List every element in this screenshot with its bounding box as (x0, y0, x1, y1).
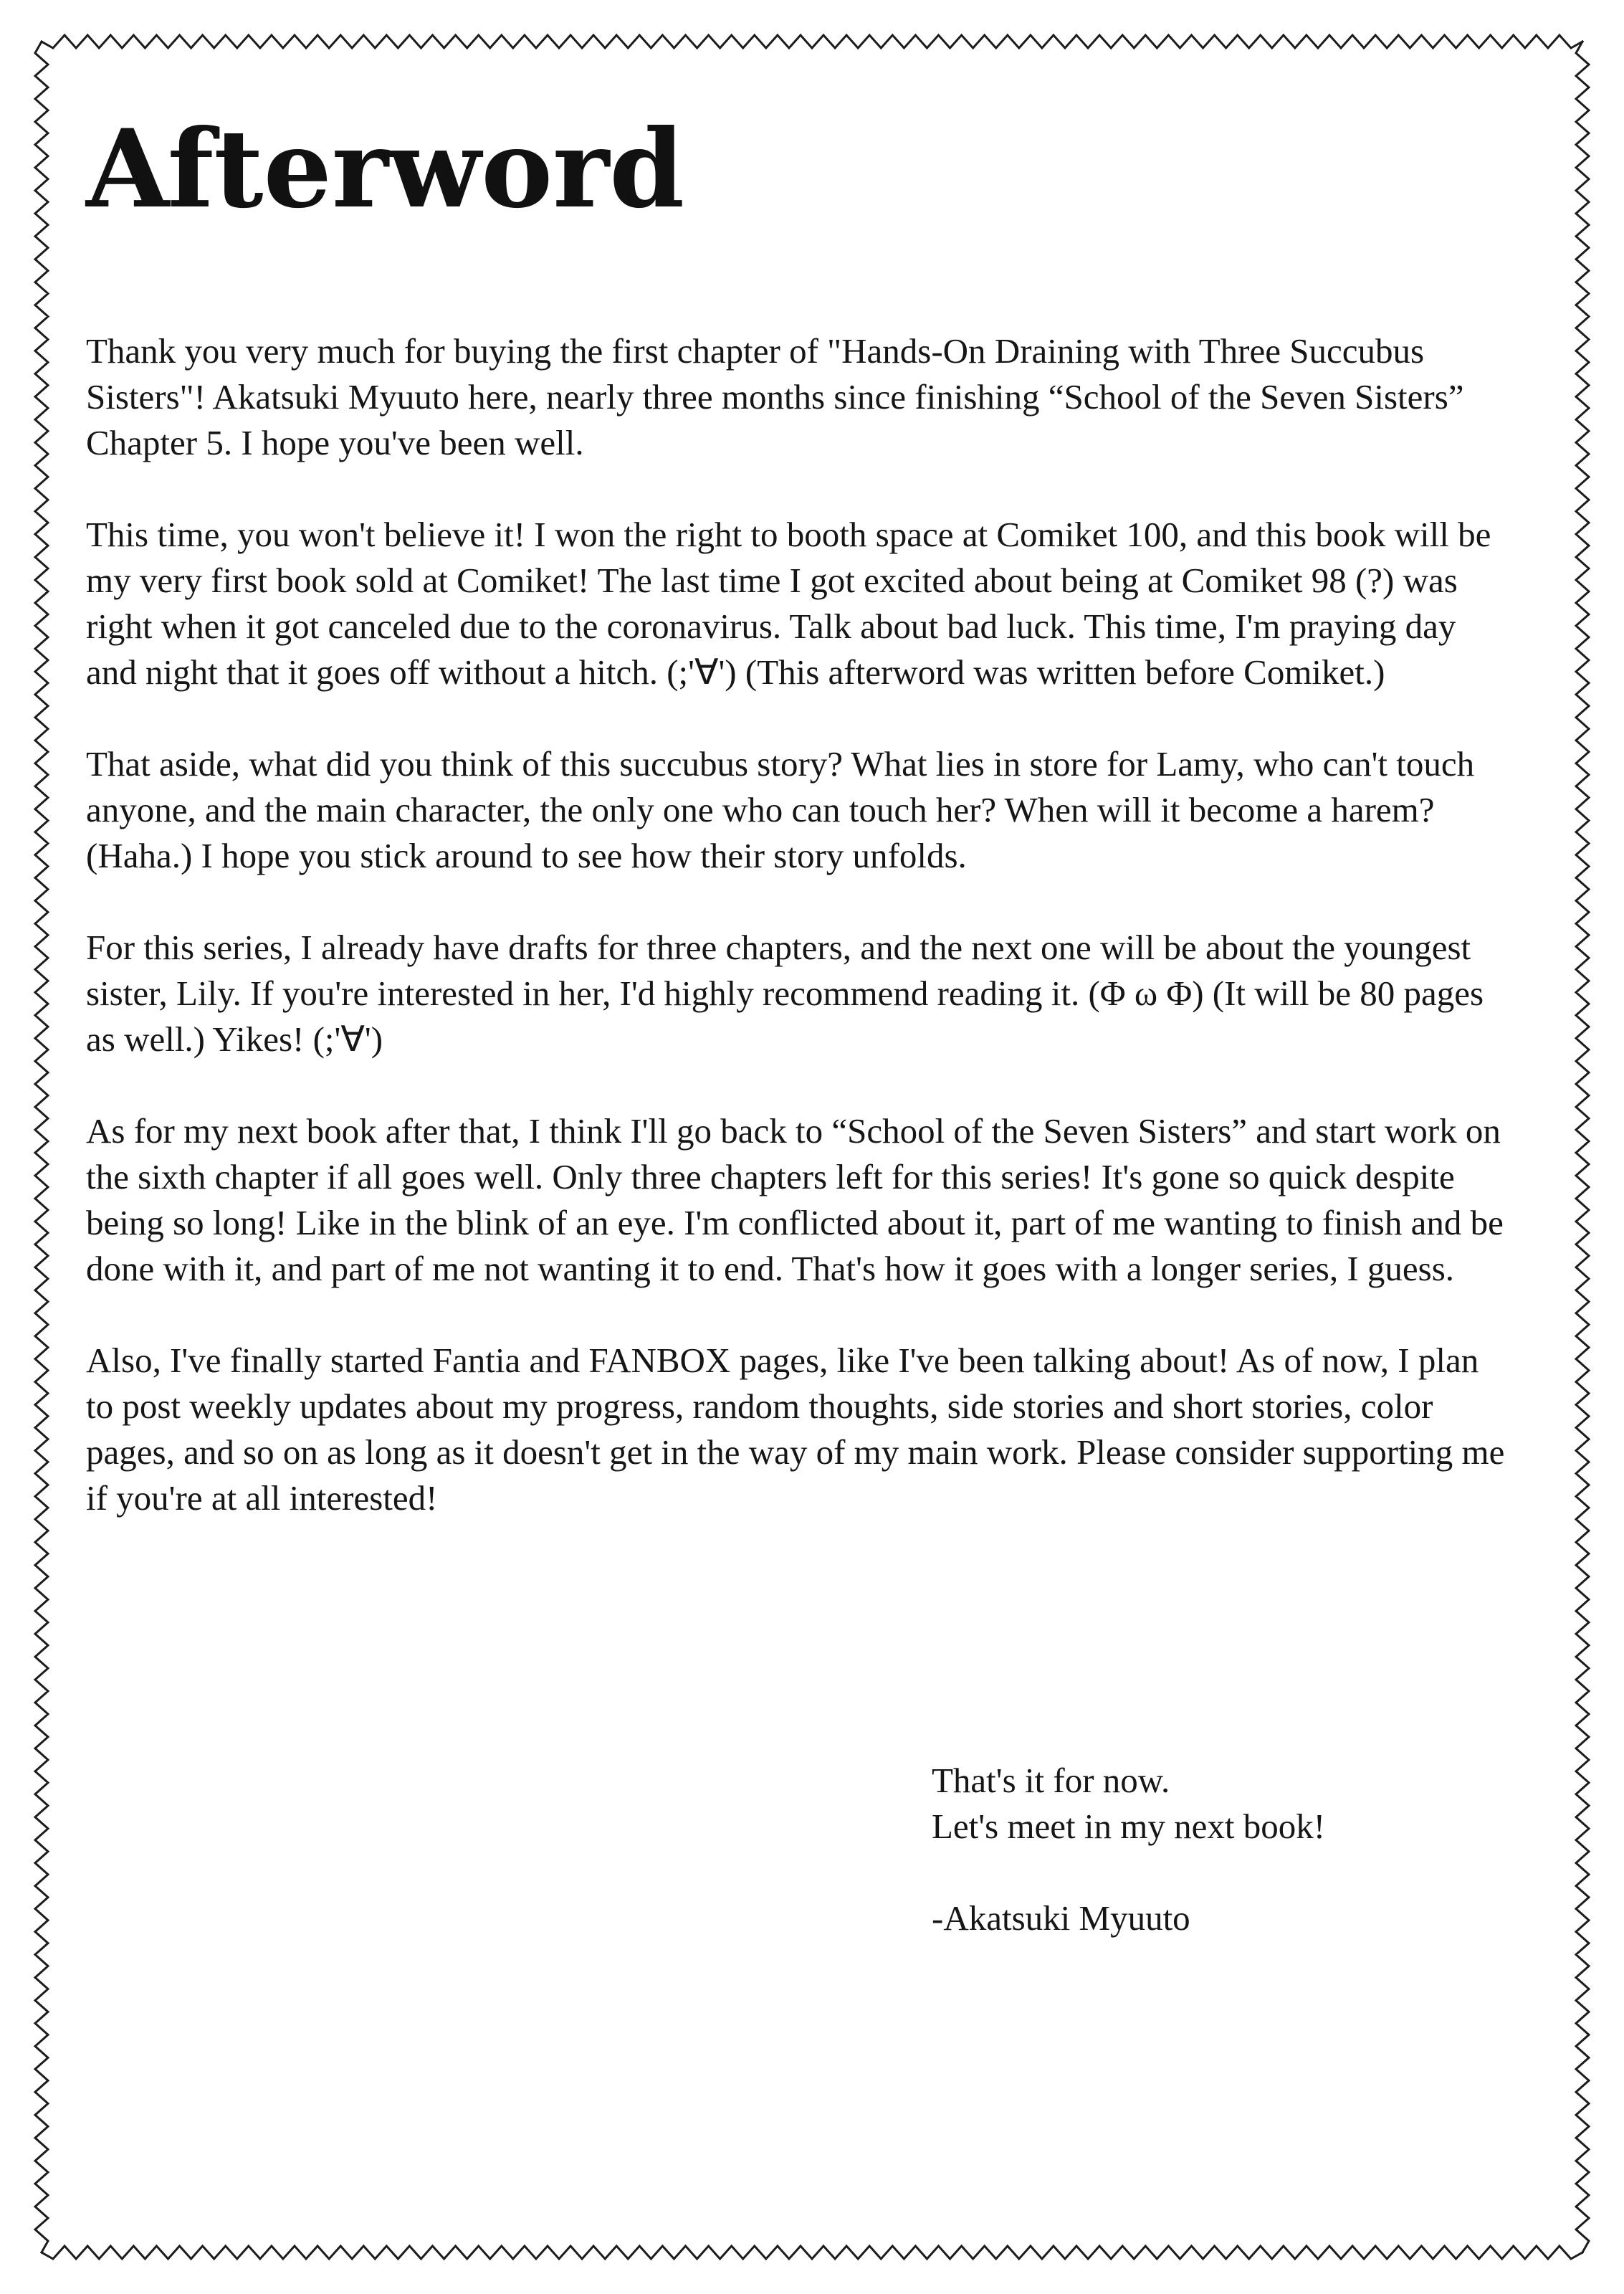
paragraph-fanbox: Also, I've finally started Fantia and FANBOX pages, like I've been talking about! As of now, I plan to post weekly updates about my progress, random thoughts, side stories and short stories, color pages, and so on as long as it doesn't get in the way of my main work. Please consider supporting me if you're at all interested! (86, 1340, 1505, 1518)
paragraph-next-book: As for my next book after that, I think I'll go back to “School of the Seven Sisters” and start work on the sixth chapter if all goes well. Only three chapters left for this series! It's gone so quick despite being so long! Like in the blink of an eye. I'm conflicted about it, part of me wanting to finish and be done with it, and part of me not wanting it to end. That's how it goes with a longer series, I guess. (86, 1110, 1504, 1288)
paragraph-story: That aside, what did you think of this succubus story? What lies in store for Lamy, who can't touch anyone, and the main character, the only one who can touch her? When will it become a harem? (Haha.) I hope you stick around to see how their story unfolds. (86, 743, 1475, 875)
page-title: Afterword (86, 106, 685, 232)
signature: -Akatsuki Myuuto (932, 1898, 1190, 1938)
zigzag-border-left (35, 42, 48, 2252)
paragraph-thanks: Thank you very much for buying the first chapter of "Hands-On Draining with Three Succubus Sisters"! Akatsuki Myuuto here, nearly three months since finishing “School of the Seven Sisters” Chapter 5. I hope you've been well. (86, 330, 1464, 462)
closing-line-2: Let's meet in my next book! (932, 1806, 1326, 1846)
paragraph-next-chapter: For this series, I already have drafts for three chapters, and the next one will be about the youngest sister, Lily. If you're interested in her, I'd highly recommend reading it. (Φ ω Φ) (It will be 80 pages as well.) Yikes! (;'∀') (86, 927, 1484, 1059)
paragraph-comiket: This time, you won't believe it! I won the right to booth space at Comiket 100, and this book will be my very first book sold at Comiket! The last time I got excited about being at Comiket 98 (?) was right when it got canceled due to the coronavirus. Talk about bad luck. This time, I'm praying day and night that it goes off without a hitch. (;'∀') (This afterword was written before Comiket.) (86, 514, 1491, 692)
zigzag-border-top (42, 35, 1582, 48)
page-content (86, 108, 1509, 1941)
zigzag-border-right (1576, 42, 1589, 2252)
zigzag-border-bottom (42, 2246, 1582, 2259)
closing-block (932, 1758, 1509, 1941)
closing-line-1: That's it for now. (932, 1760, 1170, 1800)
